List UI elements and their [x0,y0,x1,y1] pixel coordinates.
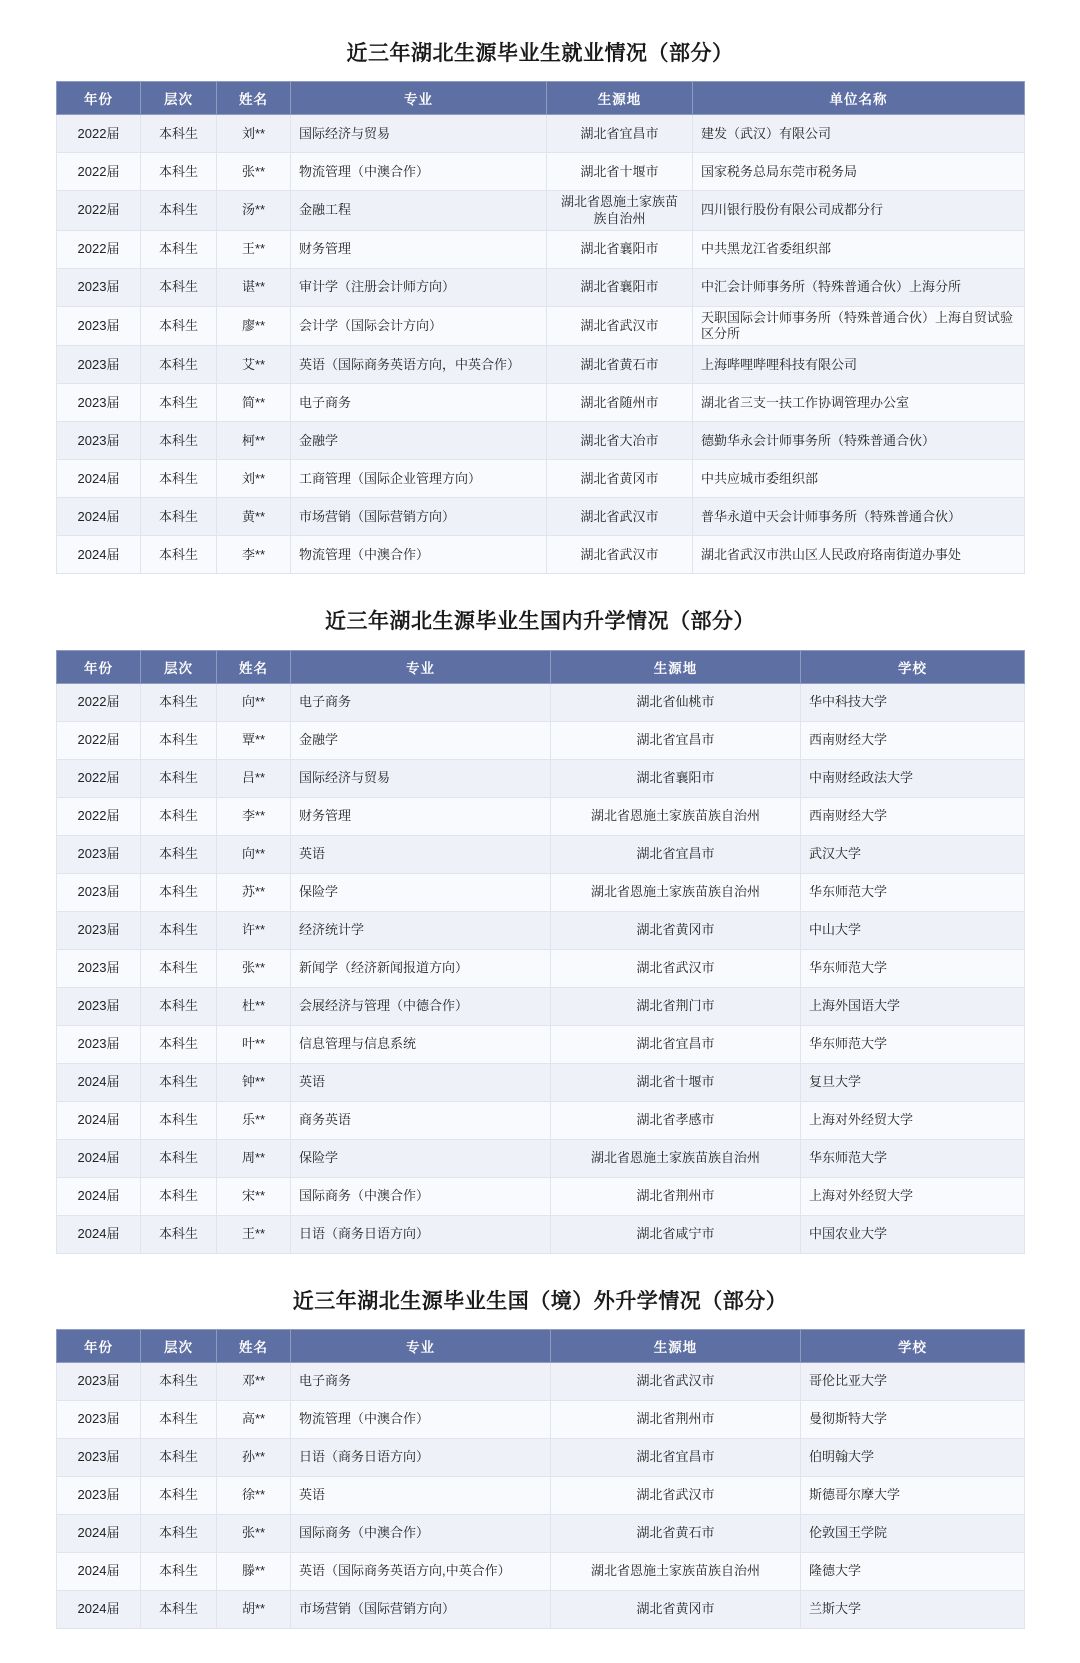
table-cell: 斯德哥尔摩大学 [801,1476,1025,1514]
table-cell: 物流管理（中澳合作） [291,153,547,191]
table-cell: 2024届 [57,1139,141,1177]
table-cell: 本科生 [141,797,217,835]
table-header-row [57,1329,1025,1362]
table-cell: 本科生 [141,384,217,422]
table-cell: 2023届 [57,422,141,460]
table-cell: 覃** [217,721,291,759]
table-cell: 周** [217,1139,291,1177]
table-cell: 湖北省襄阳市 [547,230,693,268]
table-cell: 向** [217,835,291,873]
table-cell: 伦敦国王学院 [801,1514,1025,1552]
table-cell: 本科生 [141,306,217,346]
table-cell: 杜** [217,987,291,1025]
table-cell: 湖北省大冶市 [547,422,693,460]
table-cell: 伯明翰大学 [801,1438,1025,1476]
table-cell: 日语（商务日语方向） [291,1215,551,1253]
table-cell: 金融学 [291,721,551,759]
table-cell: 保险学 [291,873,551,911]
table-cell: 复旦大学 [801,1063,1025,1101]
data-table [56,81,1025,574]
table-cell: 2023届 [57,1025,141,1063]
table-cell: 本科生 [141,1215,217,1253]
table-cell: 湖北省仙桃市 [551,683,801,721]
table-cell: 2024届 [57,1590,141,1628]
table-cell: 上海对外经贸大学 [801,1101,1025,1139]
table-row [57,422,1025,460]
table-cell: 本科生 [141,115,217,153]
table-row [57,306,1025,346]
table-cell: 2024届 [57,536,141,574]
table-cell: 金融工程 [291,191,547,231]
table-cell: 英语（国际商务英语方向,中英合作） [291,1552,551,1590]
table-cell: 本科生 [141,422,217,460]
table-cell: 2023届 [57,987,141,1025]
table-cell: 市场营销（国际营销方向） [291,498,547,536]
table-cell: 财务管理 [291,230,547,268]
table-cell: 2024届 [57,1215,141,1253]
table-cell: 湖北省咸宁市 [551,1215,801,1253]
table-cell: 湖北省十堰市 [551,1063,801,1101]
table-cell: 西南财经大学 [801,721,1025,759]
table-cell: 湖北省宜昌市 [551,721,801,759]
table-cell: 工商管理（国际企业管理方向） [291,460,547,498]
table-cell: 会计学（国际会计方向） [291,306,547,346]
table-cell: 普华永道中天会计师事务所（特殊普通合伙） [693,498,1025,536]
table-section [56,40,1024,574]
table-cell: 华东师范大学 [801,873,1025,911]
table-cell: 华中科技大学 [801,683,1025,721]
table-cell: 电子商务 [291,1362,551,1400]
table-cell: 邓** [217,1362,291,1400]
table-cell: 湖北省宜昌市 [551,835,801,873]
table-cell: 简** [217,384,291,422]
table-cell: 王** [217,1215,291,1253]
column-header: 专业 [291,650,551,683]
table-header-row [57,650,1025,683]
table-cell: 刘** [217,460,291,498]
table-cell: 2023届 [57,949,141,987]
table-cell: 2022届 [57,153,141,191]
table-cell: 高** [217,1400,291,1438]
table-cell: 许** [217,911,291,949]
table-cell: 2023届 [57,911,141,949]
table-cell: 日语（商务日语方向） [291,1438,551,1476]
table-row [57,1590,1025,1628]
table-cell: 物流管理（中澳合作） [291,1400,551,1438]
table-cell: 曼彻斯特大学 [801,1400,1025,1438]
table-cell: 湖北省恩施土家族苗族自治州 [547,191,693,231]
column-header: 层次 [141,1329,217,1362]
table-cell: 2023届 [57,1400,141,1438]
table-cell: 2022届 [57,683,141,721]
table-row [57,1514,1025,1552]
table-row [57,759,1025,797]
table-cell: 本科生 [141,759,217,797]
table-cell: 本科生 [141,1438,217,1476]
table-cell: 湖北省十堰市 [547,153,693,191]
table-cell: 湖北省武汉市 [547,306,693,346]
table-cell: 德勤华永会计师事务所（特殊普通合伙） [693,422,1025,460]
table-cell: 湖北省武汉市 [547,498,693,536]
table-cell: 李** [217,797,291,835]
table-cell: 湖北省恩施土家族苗族自治州 [551,797,801,835]
table-cell: 本科生 [141,1177,217,1215]
table-cell: 2022届 [57,759,141,797]
table-cell: 中山大学 [801,911,1025,949]
table-cell: 2023届 [57,384,141,422]
table-cell: 本科生 [141,153,217,191]
table-cell: 2024届 [57,1514,141,1552]
table-cell: 宋** [217,1177,291,1215]
table-cell: 2024届 [57,1101,141,1139]
table-cell: 中共黑龙江省委组织部 [693,230,1025,268]
table-cell: 湖北省黄冈市 [547,460,693,498]
table-cell: 湖北省武汉市洪山区人民政府珞南街道办事处 [693,536,1025,574]
table-row [57,1101,1025,1139]
table-cell: 财务管理 [291,797,551,835]
table-cell: 审计学（注册会计师方向） [291,268,547,306]
table-row [57,498,1025,536]
table-cell: 华东师范大学 [801,1025,1025,1063]
table-row [57,797,1025,835]
table-cell: 刘** [217,115,291,153]
table-cell: 2022届 [57,721,141,759]
table-cell: 本科生 [141,683,217,721]
table-section [56,608,1024,1253]
table-cell: 中共应城市委组织部 [693,460,1025,498]
table-cell: 湖北省黄冈市 [551,911,801,949]
section-title: 近三年湖北生源毕业生国（境）外升学情况（部分） [292,1289,788,1313]
table-row [57,536,1025,574]
table-cell: 隆德大学 [801,1552,1025,1590]
table-cell: 本科生 [141,949,217,987]
table-cell: 湖北省黄石市 [547,346,693,384]
table-cell: 湖北省恩施土家族苗族自治州 [551,873,801,911]
table-cell: 本科生 [141,346,217,384]
column-header: 年份 [57,1329,141,1362]
table-cell: 张** [217,1514,291,1552]
table-cell: 天职国际会计师事务所（特殊普通合伙）上海自贸试验区分所 [693,306,1025,346]
table-row [57,346,1025,384]
table-row [57,1063,1025,1101]
table-cell: 汤** [217,191,291,231]
table-cell: 本科生 [141,1590,217,1628]
table-cell: 张** [217,153,291,191]
table-cell: 上海外国语大学 [801,987,1025,1025]
table-cell: 本科生 [141,1476,217,1514]
table-cell: 本科生 [141,987,217,1025]
table-cell: 李** [217,536,291,574]
table-cell: 湖北省武汉市 [551,1362,801,1400]
table-row [57,1025,1025,1063]
table-cell: 胡** [217,1590,291,1628]
table-row [57,268,1025,306]
table-cell: 电子商务 [291,683,551,721]
table-cell: 湖北省武汉市 [551,1476,801,1514]
column-header: 专业 [291,82,547,115]
table-cell: 湖北省武汉市 [547,536,693,574]
table-cell: 2023届 [57,1476,141,1514]
table-cell: 武汉大学 [801,835,1025,873]
table-cell: 湖北省孝感市 [551,1101,801,1139]
table-cell: 国际商务（中澳合作） [291,1177,551,1215]
table-cell: 中国农业大学 [801,1215,1025,1253]
table-row [57,1139,1025,1177]
table-cell: 本科生 [141,1101,217,1139]
table-cell: 苏** [217,873,291,911]
table-cell: 本科生 [141,835,217,873]
table-row [57,683,1025,721]
column-header: 学校 [801,1329,1025,1362]
table-cell: 湖北省襄阳市 [551,759,801,797]
table-cell: 会展经济与管理（中德合作） [291,987,551,1025]
table-header-row [57,82,1025,115]
table-cell: 市场营销（国际营销方向） [291,1590,551,1628]
table-cell: 经济统计学 [291,911,551,949]
table-row [57,191,1025,231]
table-cell: 英语（国际商务英语方向，中英合作） [291,346,547,384]
table-cell: 2023届 [57,306,141,346]
table-cell: 本科生 [141,230,217,268]
column-header: 姓名 [217,650,291,683]
table-cell: 滕** [217,1552,291,1590]
table-cell: 谌** [217,268,291,306]
column-header: 层次 [141,650,217,683]
table-cell: 商务英语 [291,1101,551,1139]
table-cell: 中南财经政法大学 [801,759,1025,797]
table-cell: 本科生 [141,721,217,759]
table-cell: 本科生 [141,536,217,574]
table-cell: 上海对外经贸大学 [801,1177,1025,1215]
table-row [57,1476,1025,1514]
table-cell: 本科生 [141,1139,217,1177]
column-header: 生源地 [547,82,693,115]
table-cell: 本科生 [141,1025,217,1063]
table-cell: 湖北省黄冈市 [551,1590,801,1628]
table-cell: 本科生 [141,460,217,498]
table-cell: 国家税务总局东莞市税务局 [693,153,1025,191]
table-cell: 湖北省荆州市 [551,1177,801,1215]
table-row [57,230,1025,268]
table-cell: 2022届 [57,115,141,153]
table-cell: 吕** [217,759,291,797]
column-header: 年份 [57,82,141,115]
table-row [57,460,1025,498]
section-title: 近三年湖北生源毕业生就业情况（部分） [346,42,734,65]
table-cell: 英语 [291,1476,551,1514]
column-header: 学校 [801,650,1025,683]
column-header: 姓名 [217,82,291,115]
table-cell: 国际经济与贸易 [291,115,547,153]
table-cell: 湖北省恩施土家族苗族自治州 [551,1552,801,1590]
table-row [57,1438,1025,1476]
table-cell: 湖北省三支一扶工作协调管理办公室 [693,384,1025,422]
section-title: 近三年湖北生源毕业生国内升学情况（部分） [325,610,755,634]
table-cell: 电子商务 [291,384,547,422]
sections-container [56,40,1024,1629]
table-cell: 本科生 [141,1400,217,1438]
data-table [56,650,1025,1254]
table-cell: 湖北省襄阳市 [547,268,693,306]
table-cell: 湖北省荆门市 [551,987,801,1025]
table-cell: 华东师范大学 [801,1139,1025,1177]
table-row [57,1177,1025,1215]
table-row [57,1552,1025,1590]
column-header: 层次 [141,82,217,115]
data-table [56,1329,1025,1629]
table-cell: 哥伦比亚大学 [801,1362,1025,1400]
table-cell: 2023届 [57,346,141,384]
table-cell: 湖北省宜昌市 [547,115,693,153]
table-cell: 湖北省黄石市 [551,1514,801,1552]
table-cell: 本科生 [141,1514,217,1552]
table-cell: 王** [217,230,291,268]
table-cell: 兰斯大学 [801,1590,1025,1628]
table-cell: 2022届 [57,191,141,231]
table-cell: 2023届 [57,1438,141,1476]
table-cell: 本科生 [141,873,217,911]
table-cell: 向** [217,683,291,721]
table-cell: 2022届 [57,797,141,835]
table-section [56,1288,1024,1629]
table-cell: 黄** [217,498,291,536]
column-header: 年份 [57,650,141,683]
table-row [57,153,1025,191]
column-header: 生源地 [551,650,801,683]
table-cell: 物流管理（中澳合作） [291,536,547,574]
table-row [57,949,1025,987]
column-header: 单位名称 [693,82,1025,115]
table-cell: 本科生 [141,1063,217,1101]
table-cell: 张** [217,949,291,987]
table-cell: 柯** [217,422,291,460]
table-cell: 钟** [217,1063,291,1101]
column-header: 姓名 [217,1329,291,1362]
table-row [57,835,1025,873]
table-cell: 保险学 [291,1139,551,1177]
table-row [57,115,1025,153]
table-row [57,987,1025,1025]
table-cell: 中汇会计师事务所（特殊普通合伙）上海分所 [693,268,1025,306]
table-cell: 2023届 [57,873,141,911]
table-cell: 湖北省宜昌市 [551,1438,801,1476]
table-row [57,384,1025,422]
table-cell: 2024届 [57,1177,141,1215]
table-cell: 本科生 [141,268,217,306]
table-cell: 徐** [217,1476,291,1514]
table-row [57,1215,1025,1253]
table-cell: 新闻学（经济新闻报道方向） [291,949,551,987]
table-cell: 英语 [291,835,551,873]
table-cell: 本科生 [141,1362,217,1400]
table-cell: 国际经济与贸易 [291,759,551,797]
table-cell: 建发（武汉）有限公司 [693,115,1025,153]
table-row [57,721,1025,759]
table-cell: 湖北省宜昌市 [551,1025,801,1063]
table-cell: 2024届 [57,460,141,498]
table-cell: 信息管理与信息系统 [291,1025,551,1063]
table-row [57,873,1025,911]
table-cell: 艾** [217,346,291,384]
table-cell: 叶** [217,1025,291,1063]
column-header: 生源地 [551,1329,801,1362]
table-cell: 本科生 [141,498,217,536]
table-cell: 本科生 [141,1552,217,1590]
table-row [57,1362,1025,1400]
table-cell: 2022届 [57,230,141,268]
table-cell: 四川银行股份有限公司成都分行 [693,191,1025,231]
table-cell: 湖北省荆州市 [551,1400,801,1438]
table-cell: 廖** [217,306,291,346]
table-cell: 2023届 [57,1362,141,1400]
table-cell: 2024届 [57,1552,141,1590]
table-cell: 湖北省恩施土家族苗族自治州 [551,1139,801,1177]
table-cell: 2024届 [57,498,141,536]
table-cell: 国际商务（中澳合作） [291,1514,551,1552]
table-cell: 华东师范大学 [801,949,1025,987]
table-cell: 2023届 [57,835,141,873]
table-cell: 西南财经大学 [801,797,1025,835]
table-row [57,911,1025,949]
table-cell: 本科生 [141,191,217,231]
table-cell: 湖北省随州市 [547,384,693,422]
table-row [57,1400,1025,1438]
column-header: 专业 [291,1329,551,1362]
table-cell: 孙** [217,1438,291,1476]
table-cell: 2024届 [57,1063,141,1101]
table-cell: 乐** [217,1101,291,1139]
table-cell: 上海哔哩哔哩科技有限公司 [693,346,1025,384]
table-cell: 本科生 [141,911,217,949]
table-cell: 英语 [291,1063,551,1101]
table-cell: 2023届 [57,268,141,306]
table-cell: 金融学 [291,422,547,460]
table-cell: 湖北省武汉市 [551,949,801,987]
